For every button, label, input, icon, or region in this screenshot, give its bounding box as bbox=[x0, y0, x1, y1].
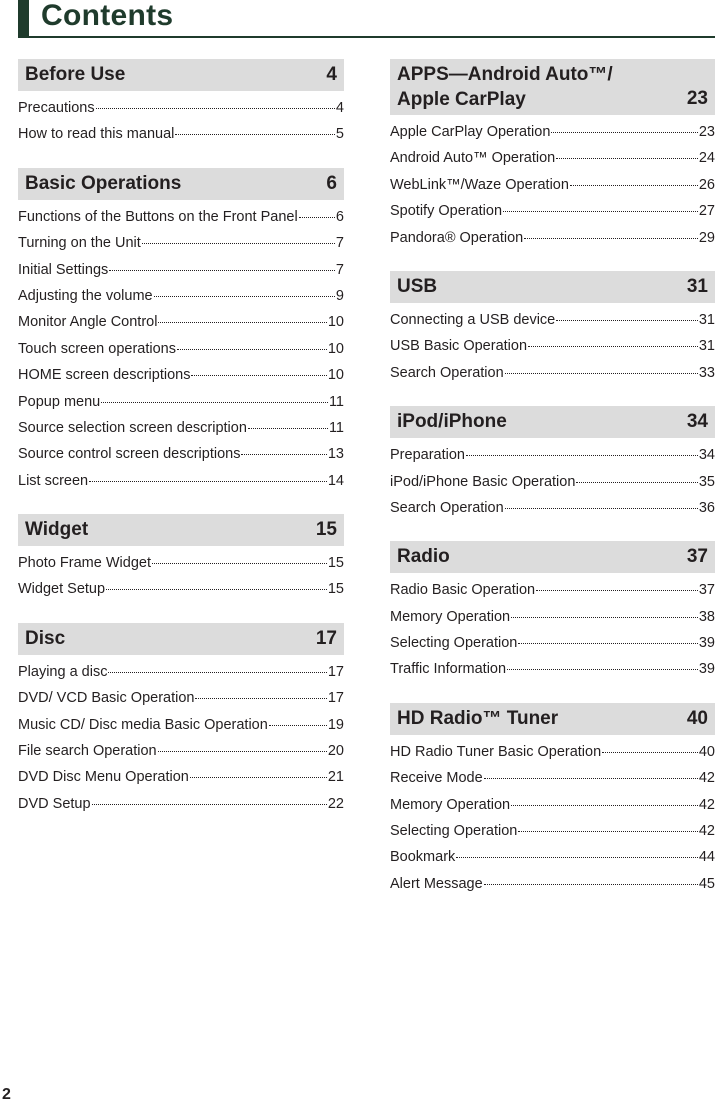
toc-section-radio bbox=[390, 541, 715, 683]
entry-page: 15 bbox=[327, 555, 344, 572]
entry-page: 42 bbox=[698, 796, 715, 813]
entry-label: Radio Basic Operation bbox=[390, 582, 536, 599]
toc-right-column bbox=[390, 59, 715, 917]
section-title: Basic Operations bbox=[25, 172, 182, 194]
toc-section-apps bbox=[390, 59, 715, 251]
toc-entry[interactable] bbox=[18, 95, 344, 121]
entry-page: 10 bbox=[327, 314, 344, 331]
dot-leader bbox=[190, 777, 327, 778]
entry-page: 10 bbox=[327, 367, 344, 384]
section-header[interactable] bbox=[18, 623, 344, 655]
entry-page: 26 bbox=[698, 176, 715, 193]
dot-leader bbox=[195, 698, 326, 699]
entry-label: iPod/iPhone Basic Operation bbox=[390, 473, 576, 490]
entry-label: DVD/ VCD Basic Operation bbox=[18, 690, 195, 707]
entry-label: Widget Setup bbox=[18, 581, 106, 598]
entry-label: Bookmark bbox=[390, 849, 456, 866]
entry-page: 4 bbox=[335, 100, 344, 116]
section-title: Before Use bbox=[25, 64, 126, 85]
toc-entry[interactable] bbox=[18, 257, 344, 283]
toc-entry[interactable] bbox=[390, 198, 715, 224]
entry-label: Apple CarPlay Operation bbox=[390, 124, 551, 140]
section-header[interactable] bbox=[390, 541, 715, 573]
section-header[interactable] bbox=[390, 271, 715, 303]
entry-page: 35 bbox=[698, 473, 715, 490]
entry-label: Selecting Operation bbox=[390, 823, 518, 840]
section-page: 40 bbox=[686, 707, 708, 729]
toc-entry[interactable] bbox=[18, 576, 344, 602]
entry-label: Source selection screen description bbox=[18, 419, 247, 436]
entry-label: Adjusting the volume bbox=[18, 287, 153, 304]
entry-label: Receive Mode bbox=[390, 770, 483, 787]
dot-leader bbox=[505, 373, 698, 374]
toc-entry[interactable] bbox=[390, 792, 715, 818]
dot-leader bbox=[106, 589, 327, 590]
toc-section-widget bbox=[18, 514, 344, 603]
section-page: 37 bbox=[686, 546, 708, 568]
dot-leader bbox=[175, 134, 335, 135]
entry-page: 7 bbox=[335, 235, 344, 252]
toc-section-before-use bbox=[18, 59, 344, 148]
toc-entry[interactable] bbox=[18, 712, 344, 738]
section-header[interactable] bbox=[390, 406, 715, 438]
toc-left-column bbox=[18, 59, 344, 837]
dot-leader bbox=[96, 108, 335, 109]
entry-page: 21 bbox=[327, 769, 344, 786]
toc-entry[interactable] bbox=[18, 362, 344, 388]
entry-label: Memory Operation bbox=[390, 796, 511, 813]
toc-entry[interactable] bbox=[390, 119, 715, 145]
entry-label: How to read this manual bbox=[18, 126, 175, 143]
dot-leader bbox=[556, 158, 698, 159]
entry-page: 22 bbox=[327, 795, 344, 812]
toc-entry[interactable] bbox=[18, 283, 344, 309]
dot-leader bbox=[101, 402, 328, 403]
dot-leader bbox=[241, 454, 326, 455]
toc-entry[interactable] bbox=[390, 333, 715, 359]
toc-entry[interactable] bbox=[18, 685, 344, 711]
entry-label: Photo Frame Widget bbox=[18, 555, 151, 572]
toc-entry[interactable] bbox=[18, 204, 344, 230]
dot-leader bbox=[108, 672, 326, 673]
entry-label: Android Auto™ Operation bbox=[390, 150, 556, 167]
toc-entry[interactable] bbox=[390, 225, 715, 251]
entry-label: Preparation bbox=[390, 447, 465, 464]
section-page: 15 bbox=[315, 519, 337, 541]
dot-leader bbox=[152, 563, 327, 564]
section-title-line1: APPS—Android Auto™/ bbox=[397, 64, 613, 85]
entry-label: Traffic Information bbox=[390, 661, 507, 678]
toc-entry[interactable] bbox=[390, 172, 715, 198]
section-title bbox=[397, 62, 613, 112]
toc-entry[interactable] bbox=[390, 442, 715, 468]
entry-label: Pandora® Operation bbox=[390, 229, 524, 246]
section-header[interactable] bbox=[18, 514, 344, 546]
dot-leader bbox=[507, 669, 698, 670]
toc-entry[interactable] bbox=[390, 469, 715, 495]
entry-label: Source control screen descriptions bbox=[18, 446, 241, 463]
entry-label: Connecting a USB device bbox=[390, 311, 556, 328]
section-page: 23 bbox=[686, 88, 708, 109]
entry-label: Touch screen operations bbox=[18, 340, 176, 357]
dot-leader bbox=[524, 238, 698, 239]
dot-leader bbox=[570, 185, 698, 186]
entry-page: 40 bbox=[698, 743, 715, 760]
dot-leader bbox=[269, 725, 327, 726]
dot-leader bbox=[248, 428, 328, 429]
toc-entry[interactable] bbox=[18, 791, 344, 817]
toc-entry[interactable] bbox=[18, 764, 344, 790]
toc-entry[interactable] bbox=[18, 550, 344, 576]
toc-entry[interactable] bbox=[18, 121, 344, 147]
entry-page: 33 bbox=[698, 364, 715, 381]
entry-label: List screen bbox=[18, 472, 89, 489]
page-title: Contents bbox=[41, 0, 174, 32]
toc-section-hd-radio-tuner bbox=[390, 703, 715, 897]
entry-label: Alert Message bbox=[390, 875, 483, 892]
entry-page: 9 bbox=[335, 287, 344, 304]
entry-page: 15 bbox=[327, 581, 344, 598]
entry-label: Memory Operation bbox=[390, 608, 511, 625]
entry-page: 27 bbox=[698, 203, 715, 220]
section-page: 6 bbox=[326, 172, 337, 194]
toc-entry[interactable] bbox=[18, 389, 344, 415]
section-title: USB bbox=[397, 275, 438, 297]
page-number: 2 bbox=[2, 1086, 11, 1103]
entry-page: 24 bbox=[698, 150, 715, 167]
entry-label: Monitor Angle Control bbox=[18, 314, 158, 331]
entry-page: 39 bbox=[698, 661, 715, 678]
section-title: iPod/iPhone bbox=[397, 411, 507, 433]
toc-entry[interactable] bbox=[18, 336, 344, 362]
entry-label: Initial Settings bbox=[18, 261, 109, 278]
dot-leader bbox=[503, 211, 698, 212]
section-title: HD Radio™ Tuner bbox=[397, 707, 559, 729]
entry-page: 5 bbox=[335, 126, 344, 143]
entry-label: Turning on the Unit bbox=[18, 235, 141, 252]
entry-page: 14 bbox=[327, 472, 344, 489]
entry-page: 44 bbox=[698, 849, 715, 866]
toc-entry[interactable] bbox=[390, 577, 715, 603]
section-header[interactable] bbox=[18, 168, 344, 200]
dot-leader bbox=[576, 482, 697, 483]
dot-leader bbox=[536, 590, 698, 591]
entry-page: 38 bbox=[698, 608, 715, 625]
section-header[interactable] bbox=[18, 59, 344, 91]
entry-page: 17 bbox=[327, 663, 344, 680]
toc-entry[interactable] bbox=[18, 659, 344, 685]
entry-page: 11 bbox=[328, 419, 344, 436]
entry-page: 31 bbox=[698, 311, 715, 328]
toc-section-basic-operations bbox=[18, 168, 344, 494]
entry-page: 17 bbox=[327, 690, 344, 707]
dot-leader bbox=[466, 455, 698, 456]
toc-entry[interactable] bbox=[18, 309, 344, 335]
entry-page: 11 bbox=[328, 393, 344, 410]
toc-entry[interactable] bbox=[390, 360, 715, 386]
dot-leader bbox=[92, 804, 327, 805]
dot-leader bbox=[177, 349, 327, 350]
toc-entry[interactable] bbox=[390, 495, 715, 521]
entry-label: Popup menu bbox=[18, 393, 101, 410]
toc-section-ipod-iphone bbox=[390, 406, 715, 521]
dot-leader bbox=[456, 857, 698, 858]
dot-leader bbox=[602, 752, 698, 753]
dot-leader bbox=[142, 243, 335, 244]
section-title: Widget bbox=[25, 519, 89, 541]
entry-page: 37 bbox=[698, 582, 715, 599]
section-page: 34 bbox=[686, 411, 708, 433]
toc-entry[interactable] bbox=[390, 604, 715, 630]
section-title: Radio bbox=[397, 546, 450, 568]
entry-label: Spotify Operation bbox=[390, 203, 503, 220]
toc-entry[interactable] bbox=[18, 415, 344, 441]
toc-entry[interactable] bbox=[18, 468, 344, 494]
entry-page: 29 bbox=[698, 229, 715, 246]
section-page: 4 bbox=[326, 64, 337, 85]
dot-leader bbox=[299, 217, 335, 218]
entry-page: 7 bbox=[335, 261, 344, 278]
dot-leader bbox=[518, 643, 698, 644]
entry-label: Search Operation bbox=[390, 364, 504, 381]
dot-leader bbox=[551, 132, 697, 133]
dot-leader bbox=[484, 778, 698, 779]
dot-leader bbox=[484, 884, 698, 885]
entry-page: 39 bbox=[698, 635, 715, 652]
toc-entry[interactable] bbox=[18, 230, 344, 256]
entry-page: 31 bbox=[698, 338, 715, 355]
dot-leader bbox=[528, 346, 698, 347]
toc-entry[interactable] bbox=[390, 656, 715, 682]
dot-leader bbox=[158, 322, 326, 323]
entry-label: Selecting Operation bbox=[390, 635, 518, 652]
section-page: 31 bbox=[686, 275, 708, 297]
toc-entry[interactable] bbox=[390, 818, 715, 844]
toc-entry[interactable] bbox=[18, 738, 344, 764]
toc-section-usb bbox=[390, 271, 715, 386]
toc-entry[interactable] bbox=[18, 441, 344, 467]
toc-entry[interactable] bbox=[390, 630, 715, 656]
section-header[interactable] bbox=[390, 59, 715, 115]
dot-leader bbox=[158, 751, 327, 752]
entry-label: Search Operation bbox=[390, 499, 504, 516]
section-page: 17 bbox=[315, 627, 337, 649]
page-title-bar bbox=[18, 0, 715, 38]
dot-leader bbox=[191, 375, 326, 376]
entry-label: Functions of the Buttons on the Front Panel bbox=[18, 208, 298, 225]
entry-page: 20 bbox=[327, 743, 344, 760]
entry-label: Precautions bbox=[18, 100, 95, 116]
dot-leader bbox=[556, 320, 698, 321]
entry-page: 10 bbox=[327, 340, 344, 357]
entry-page: 36 bbox=[698, 499, 715, 516]
entry-label: HOME screen descriptions bbox=[18, 367, 191, 384]
entry-page: 42 bbox=[698, 770, 715, 787]
entry-label: File search Operation bbox=[18, 743, 157, 760]
entry-label: Music CD/ Disc media Basic Operation bbox=[18, 716, 268, 733]
dot-leader bbox=[505, 508, 698, 509]
entry-page: 19 bbox=[327, 716, 344, 733]
entry-page: 42 bbox=[698, 823, 715, 840]
entry-label: WebLink™/Waze Operation bbox=[390, 176, 569, 193]
toc-entry[interactable] bbox=[390, 844, 715, 870]
toc-entry[interactable] bbox=[390, 871, 715, 897]
toc-entry[interactable] bbox=[390, 307, 715, 333]
dot-leader bbox=[89, 481, 327, 482]
dot-leader bbox=[511, 617, 698, 618]
entry-page: 6 bbox=[335, 208, 344, 225]
entry-label: USB Basic Operation bbox=[390, 338, 528, 355]
entry-page: 34 bbox=[698, 447, 715, 464]
entry-label: HD Radio Tuner Basic Operation bbox=[390, 743, 602, 760]
entry-label: Playing a disc bbox=[18, 663, 108, 680]
section-title-line2: Apple CarPlay bbox=[397, 89, 526, 110]
toc-entry[interactable] bbox=[390, 765, 715, 791]
toc-section-disc bbox=[18, 623, 344, 817]
dot-leader bbox=[154, 296, 335, 297]
entry-page: 23 bbox=[698, 124, 715, 140]
toc-entry[interactable] bbox=[390, 145, 715, 171]
toc-entry[interactable] bbox=[390, 739, 715, 765]
entry-page: 13 bbox=[327, 446, 344, 463]
entry-label: DVD Setup bbox=[18, 795, 91, 812]
dot-leader bbox=[109, 270, 335, 271]
section-title: Disc bbox=[25, 627, 66, 649]
section-header[interactable] bbox=[390, 703, 715, 735]
dot-leader bbox=[518, 831, 698, 832]
entry-label: DVD Disc Menu Operation bbox=[18, 769, 189, 786]
dot-leader bbox=[511, 805, 698, 806]
entry-page: 45 bbox=[698, 875, 715, 892]
